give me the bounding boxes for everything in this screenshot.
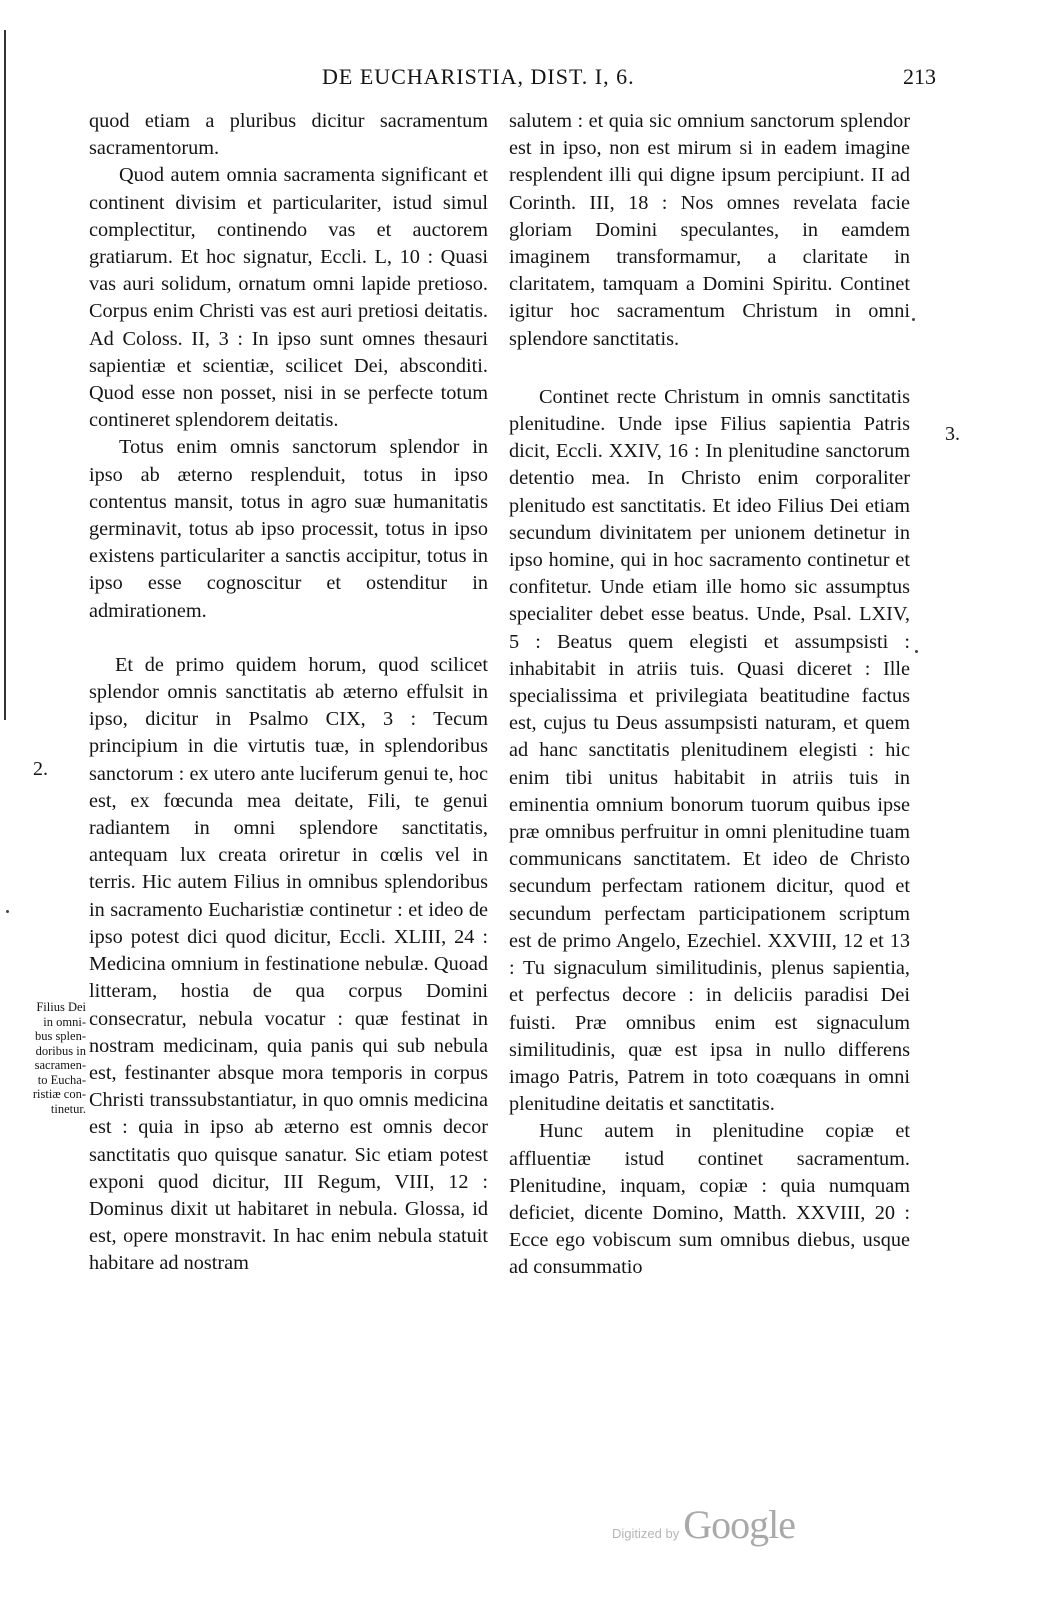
margin-note [6, 1000, 86, 1116]
margin-note-line: doribus in [35, 1043, 86, 1058]
margin-note-line: Filius Dei [36, 1000, 86, 1014]
margin-note-line: in omni- [43, 1014, 86, 1029]
margin-note-line: bus splen- [34, 1029, 86, 1043]
scan-speck [6, 910, 9, 913]
paragraph: quod etiam a pluribus dicitur sacramentum sacramentorum. [89, 110, 488, 160]
page-number: 213 [903, 64, 936, 89]
section-number-3: 3. [945, 423, 960, 445]
margin-note-line: to Eucha- [37, 1072, 86, 1087]
paragraph: salutem : et quia sic omnium sanctorum splendor est in ipso, non est mirum si in eadem imagine resplendent illi qui digne ipsum percipiunt. II ad Corinth. III, 18 : Nos omnes revelata facie gloriam Domini speculantes, in eamdem imaginem transformamur, a claritate in claritatem, tamquam a Domini Spiritu. Continet igitur hoc sacramentum Christum in omni splendore sanctitatis. [509, 110, 910, 350]
section-number-2: 2. [33, 758, 48, 780]
running-title: DE EUCHARISTIA, DIST. I, 6. [322, 64, 635, 89]
digitized-watermark [612, 1501, 795, 1548]
page-header [0, 62, 1055, 102]
paragraph: Totus enim omnis sanctorum splendor in ipso ab æterno resplenduit, totus in ipso contentus mansit, totus in agro suæ humanitatis germinavit, totus ab ipso processit, totus in ipso existens particulariter a sanctis accipitur, totus in ipso esse cognoscitur et ostenditur in admirationem. [89, 436, 488, 622]
digitized-label: Digitized by [612, 1526, 680, 1541]
scan-speck [912, 318, 915, 321]
paragraph: Et de primo quidem horum, quod scilicet splendor omnis sanctitatis ab æterno effulsit in ipso, dicitur in Psalmo CIX, 3 : Tecum principium in die virtutis tuæ, in splendoribus sanctorum : ex utero ante luciferum genui te, hoc est, ex fœcunda mea deitate, Fili, te genui radiantem in omni splendore sanctitatis, antequam lux creata oriretur in cœlis vel in terris. Hic autem Filius in omnibus splendoribus in sacramento Eucharistiæ continetur : et ideo de ipso potest dici quod dicitur, Eccli. XLIII, 24 : Medicina omnium in festinatione nebulæ. Quoad litteram, hostia de qua corpus Domini consecratur, nebula vocatur : quæ festinat in nostram medicinam, quia panis qui sub nebula est, festinanter absque mora temporis in corpus Christi transsubstantiatur, in quo omnis medicina est : quia in ipso ab æterno est omnis decor sanctitatis quo quisque sanatur. Sic etiam potest exponi quod dicitur, III Regum, VIII, 12 : Dominus dixit ut habitaret in nebula. Glossa, id est, opere monstravit. In hac enim nebula statuit habitare ad nostram [89, 653, 488, 1275]
paragraph: Continet recte Christum in omnis sanctitatis plenitudine. Unde ipse Filius sapientia Patris dicit, Eccli. XXIV, 16 : In plenitudine sanctorum detentio mea. In Christo enim corporaliter plenitudo est sanctitatis. Et ideo Filius Dei etiam secundum divinitatem per unionem detinetur in ipso homine, qui in hoc sacramento continetur et confitetur. Unde etiam ille homo sic assumptus specialiter debet esse beatus. Unde, Psal. LXIV, 5 : Beatus quem elegisti et assumpsisti : inhabitabit in atriis tuis. Quasi diceret : Ille specialissima et privilegiata beatitudine factus est, cujus tu Deus assumpsisti naturam, et quem ad hanc sanctitatis plenitudinem elegisti : hic enim tibi unitus habitabit in atriis tuis in eminentia omnium bonorum tuorum quibus ipse præ omnibus perfruitur in omni plenitudine tuam communicans sanctitatem. Et ideo de Christo secundum perfectam rationem dicitur, quod et secundum perfectam participationem scriptum est de primo Angelo, Ezechiel. XXVIII, 12 et 13 : Tu signaculum similitudinis, plenus sapientia, et perfectus decore : in deliciis paradisi Dei fuisti. Præ omnibus enim est signaculum similitudinis, quæ est ipsa in nullo differens imago Patris, Patrem in toto coæquans in omni plenitudine deitatis et sanctitatis. [509, 385, 910, 1116]
scan-edge-rule [4, 30, 6, 720]
google-logo: Google [683, 1502, 795, 1547]
paragraph: Quod autem omnia sacramenta significant et continent divisim et particulariter, istud simul complectitur, continendo vas et auctorem gratiarum. Et hoc signatur, Eccli. L, 10 : Quasi vas auri solidum, ornatum omni lapide pretioso. Corpus enim Christi vas est auri pretiosi deitatis. Ad Coloss. II, 3 : In ipso sunt omnes thesauri sapientiæ et scientiæ, scilicet Dei, absconditi. Quod esse non posset, nisi in se perfecte totum contineret splendorem deitatis. [89, 164, 488, 432]
scan-speck [915, 650, 918, 653]
margin-note-line: tinetur. [50, 1101, 86, 1116]
margin-note-line: ristiæ con- [32, 1087, 86, 1101]
paragraph: Hunc autem in plenitudine copiæ et affluentiæ istud continet sacramentum. Plenitudine, inquam, copiæ : quia numquam deficiet, dicente Domino, Matth. XXVIII, 20 : Ecce ego vobiscum sum omnibus diebus, usque ad consummatio [509, 1120, 910, 1279]
left-column [89, 108, 488, 1278]
margin-note-line: sacramen- [34, 1058, 86, 1072]
right-column [509, 108, 910, 1282]
